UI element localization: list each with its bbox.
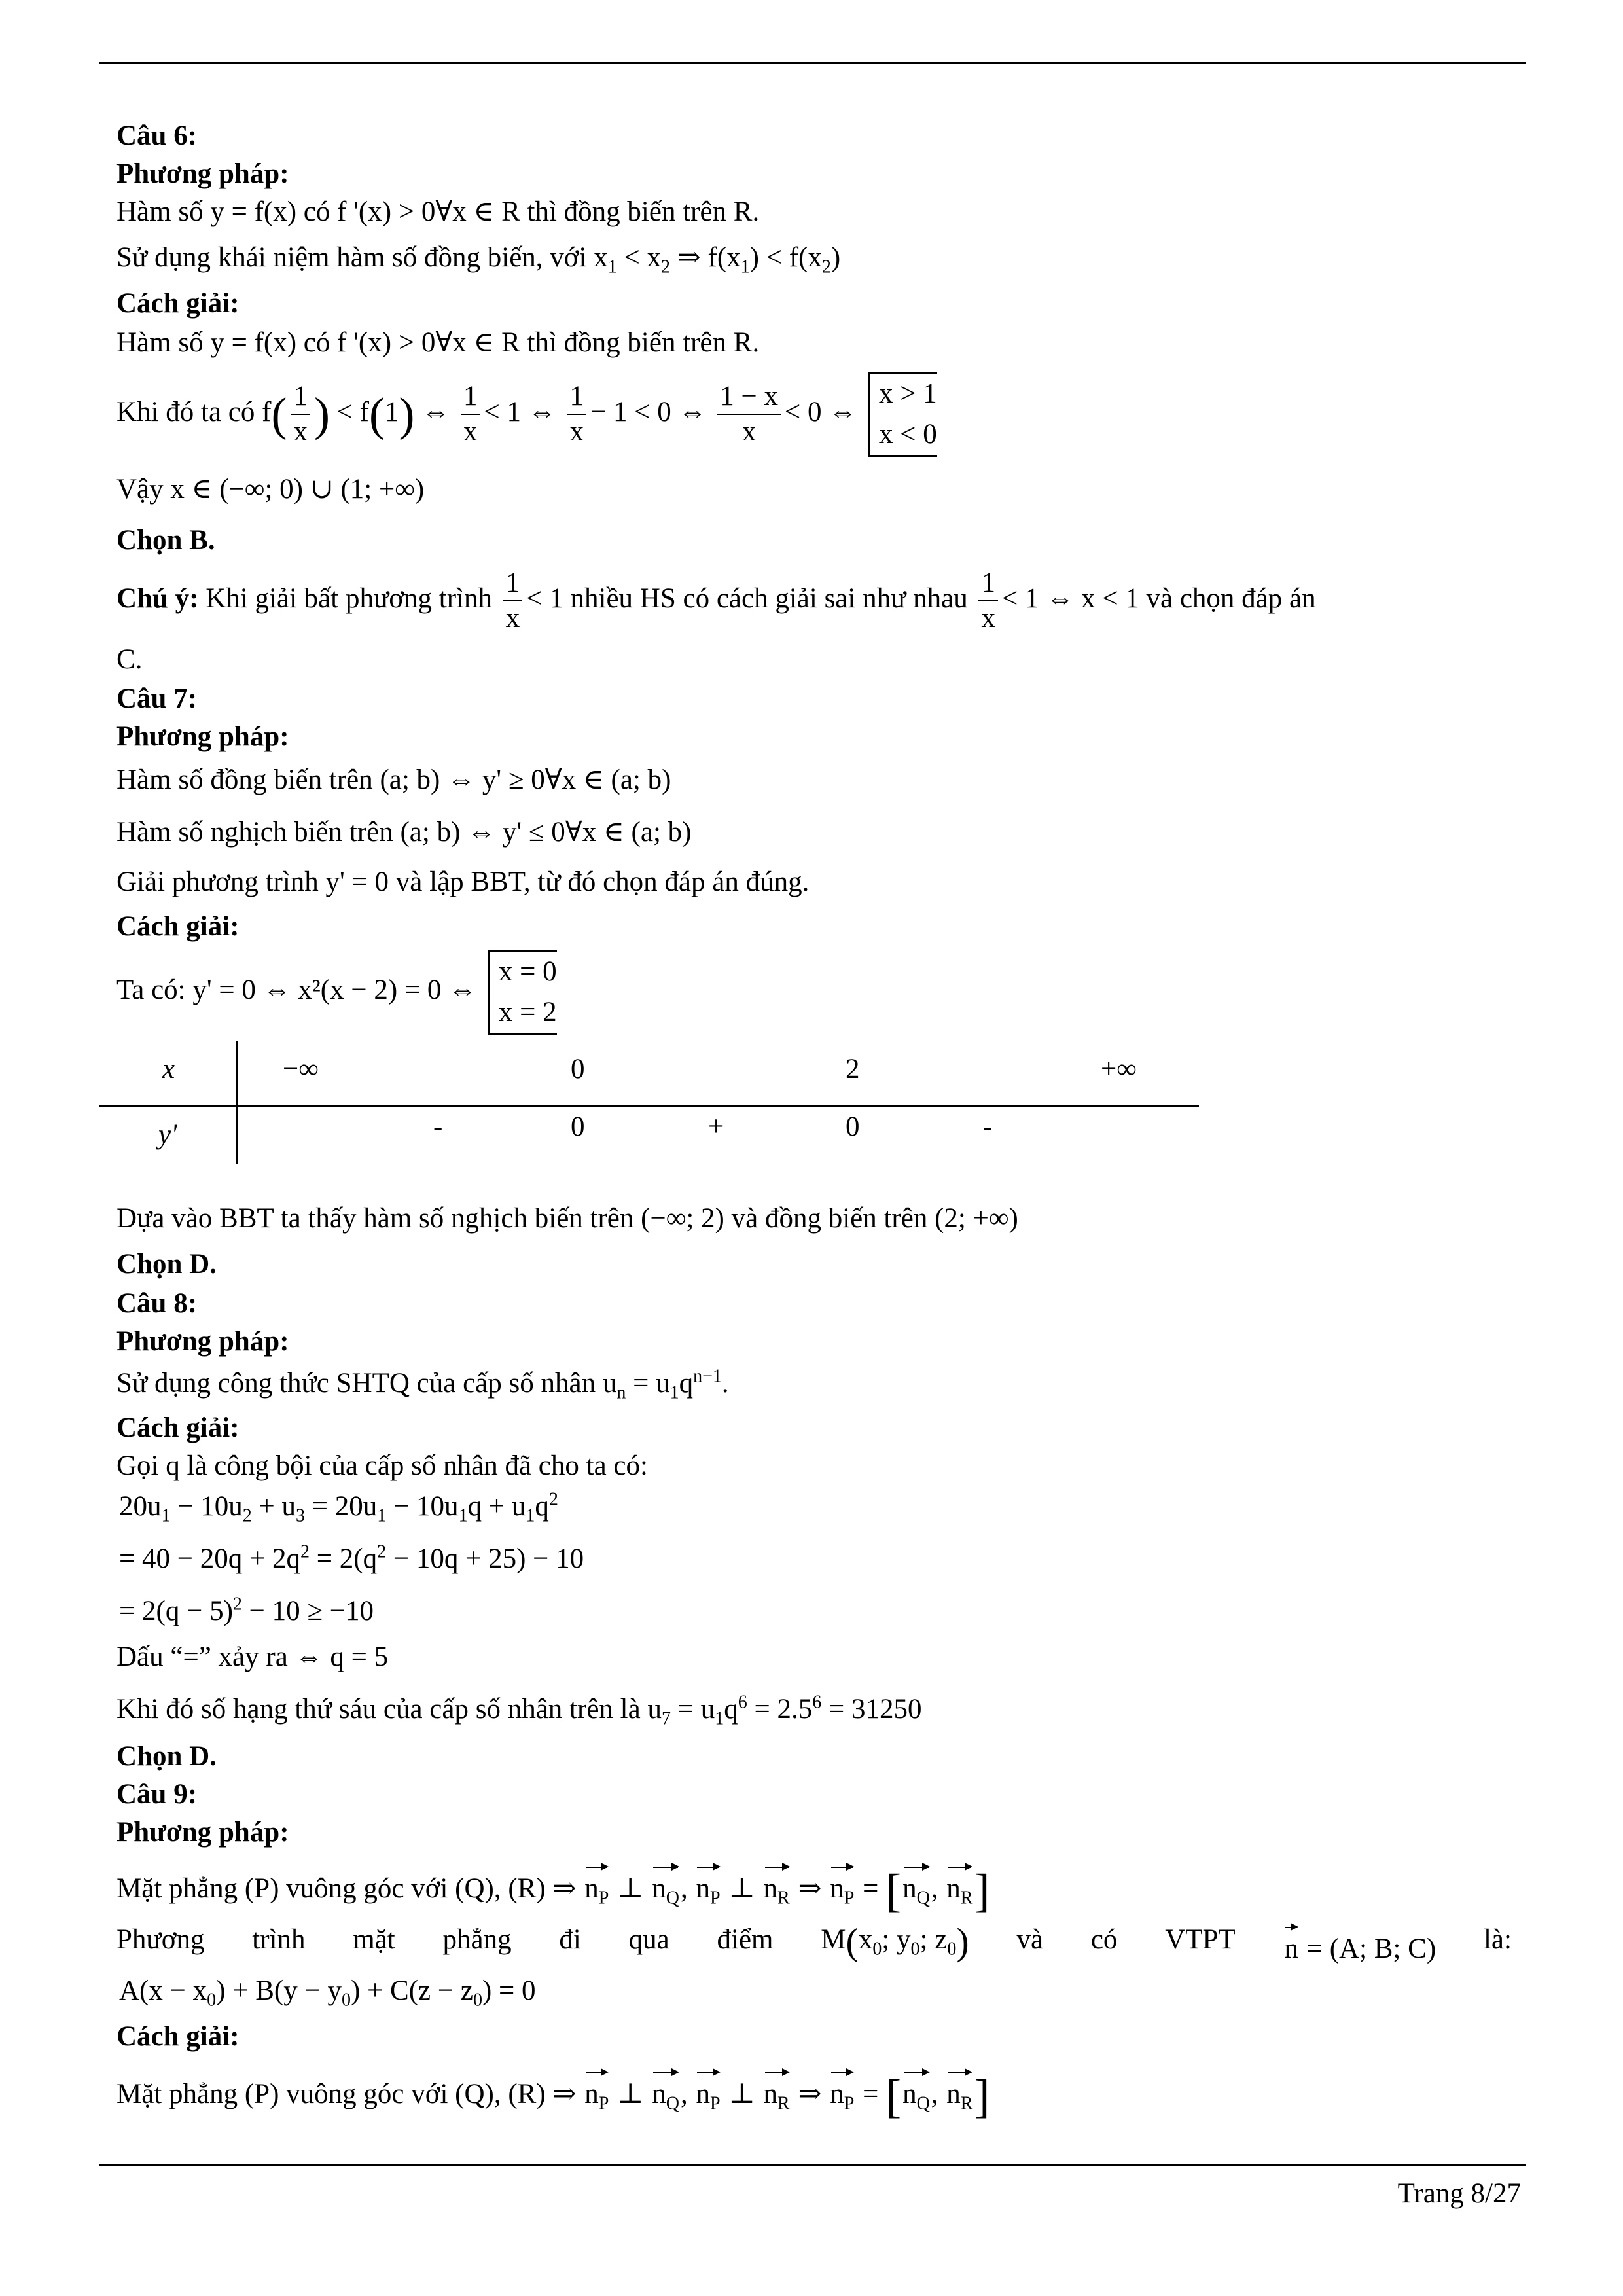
- q9-method-1: Mặt phẳng (P) vuông góc với (Q), (R) ⇒ $n_P$ ⊥ $n_Q$, $n_P$ ⊥ $n_R$ ⇒ $n_P = [n_Q$, $n_R$]: [116, 1860, 990, 1910]
- q6-method-label: Phương pháp:: [116, 158, 289, 189]
- q6-answer: Chọn B.: [116, 525, 215, 556]
- q7-sol-2: Dựa vào BBT ta thấy hàm số nghịch biến trên (−∞; 2) và đồng biến trên (2; +∞): [116, 1203, 1018, 1234]
- page-number: Trang 8/27: [1397, 2178, 1521, 2209]
- q7-method-2: Hàm số nghịch biến trên (a; b) ⇔ y' ≤ 0∀x ∈ (a; b): [116, 817, 692, 848]
- q8-answer: Chọn D.: [116, 1741, 217, 1772]
- q9-title: Câu 9:: [116, 1779, 198, 1810]
- q6-title: Câu 6:: [116, 120, 198, 151]
- q8-sol-4: = $2(q - 5)^2 - 10 \ge -10$: [119, 1594, 374, 1626]
- header-rule: [99, 62, 1526, 64]
- q6-method-2: Sử dụng khái niệm hàm số đồng biến, với $x_1 < x_2$ ⇒ $f(x_1) < f(x_2)$: [116, 242, 841, 278]
- q9-sol-1: Mặt phẳng (P) vuông góc với (Q), (R) ⇒ $n_P$ ⊥ $n_Q$, $n_P$ ⊥ $n_R$ ⇒ $n_P = [n_Q$, $n_R$]: [116, 2066, 990, 2116]
- q7-title: Câu 7:: [116, 683, 198, 714]
- table-y-value: +: [708, 1111, 724, 1142]
- table-y-value: 0: [571, 1111, 585, 1142]
- q6-solution-label: Cách giải:: [116, 288, 240, 319]
- table-vline: [236, 1041, 238, 1164]
- q7-method-label: Phương pháp:: [116, 721, 289, 752]
- table-y-value: -: [433, 1111, 443, 1142]
- q9-solution-label: Cách giải:: [116, 2021, 240, 2052]
- q7-answer: Chọn D.: [116, 1249, 217, 1280]
- q8-sol-3: = $40 - 20q + 2q^2 = 2(q^2 - 10q + 25) - 10$: [119, 1541, 584, 1574]
- q6-sol-2: Khi đó ta có f( $\frac{1}{x}$ ) < f(1) ⇔ $\frac{1}{x}$ < 1 ⇔ $\frac{1}{x}$ − 1 < 0 ⇔ $\frac{1 - x}{x}$ < 0 ⇔ x > 1 x < 0: [116, 372, 937, 457]
- q9-method-2: Phương trình mặt phẳng đi qua điểm $M(x_0$; $y_0$; $z_0$) và có VTPT n = (A; B; C) là:: [116, 1920, 1512, 1969]
- table-y-value: 0: [846, 1111, 860, 1142]
- table-x-label: x: [162, 1054, 175, 1085]
- q6-method-1: Hàm số y = f(x) có f '(x) > 0∀x ∈ R thì đồng biến trên R.: [116, 196, 760, 227]
- q7-solution-label: Cách giải:: [116, 911, 240, 942]
- q6-sol-1: Hàm số y = f(x) có f '(x) > 0∀x ∈ R thì đồng biến trên R.: [116, 327, 760, 358]
- variation-table: [99, 1041, 1199, 1172]
- q7-sol-1: Ta có: y' = 0 ⇔ x²(x − 2) = 0 ⇔ x = 0 x = 2: [116, 948, 557, 1035]
- q6-note-cont: C.: [116, 644, 143, 675]
- q8-sol-1: Gọi q là công bội của cấp số nhân đã cho ta có:: [116, 1450, 648, 1481]
- footer-rule: [99, 2164, 1526, 2166]
- table-x-value: +∞: [1101, 1054, 1137, 1085]
- table-y-label: y': [158, 1119, 177, 1150]
- table-x-value: −∞: [283, 1054, 319, 1085]
- q8-method-label: Phương pháp:: [116, 1326, 289, 1357]
- table-y-value: -: [983, 1111, 993, 1142]
- table-x-value: 2: [846, 1054, 860, 1085]
- q6-sol-3: Vậy x ∈ (−∞; 0) ∪ (1; +∞): [116, 474, 425, 505]
- q6-note: Chú ý: Khi giải bất phương trình $\frac{1}{x}$ < 1 nhiều HS có cách giải sai như nhau $\frac{1}{x}$ < 1 ⇔ x < 1 và chọn đáp án: [116, 567, 1316, 634]
- q8-solution-label: Cách giải:: [116, 1412, 240, 1443]
- q9-method-3: $A(x - x_0) + B(y - y_0) + C(z - z_0) = 0$: [119, 1975, 536, 2011]
- q7-method-3: Giải phương trình y' = 0 và lập BBT, từ đó chọn đáp án đúng.: [116, 867, 810, 897]
- q9-method-label: Phương pháp:: [116, 1817, 289, 1848]
- table-hline: [99, 1105, 1199, 1107]
- q8-method-1: Sử dụng công thức SHTQ của cấp số nhân $u_n = u_1q^{n-1}$.: [116, 1366, 729, 1403]
- q8-sol-2: $20u_1 - 10u_2 + u_3 = 20u_1 - 10u_1q + u_1q^2$: [119, 1489, 558, 1526]
- q8-sol-6: Khi đó số hạng thứ sáu của cấp số nhân trên là $u_7 = u_1q^6 = 2.5^6 = 31250$: [116, 1692, 922, 1729]
- table-x-value: 0: [571, 1054, 585, 1085]
- q7-method-1: Hàm số đồng biến trên (a; b) ⇔ y' ≥ 0∀x ∈ (a; b): [116, 764, 671, 795]
- q8-sol-5: Dấu “=” xảy ra ⇔ q = 5: [116, 1641, 389, 1672]
- q8-title: Câu 8:: [116, 1288, 198, 1319]
